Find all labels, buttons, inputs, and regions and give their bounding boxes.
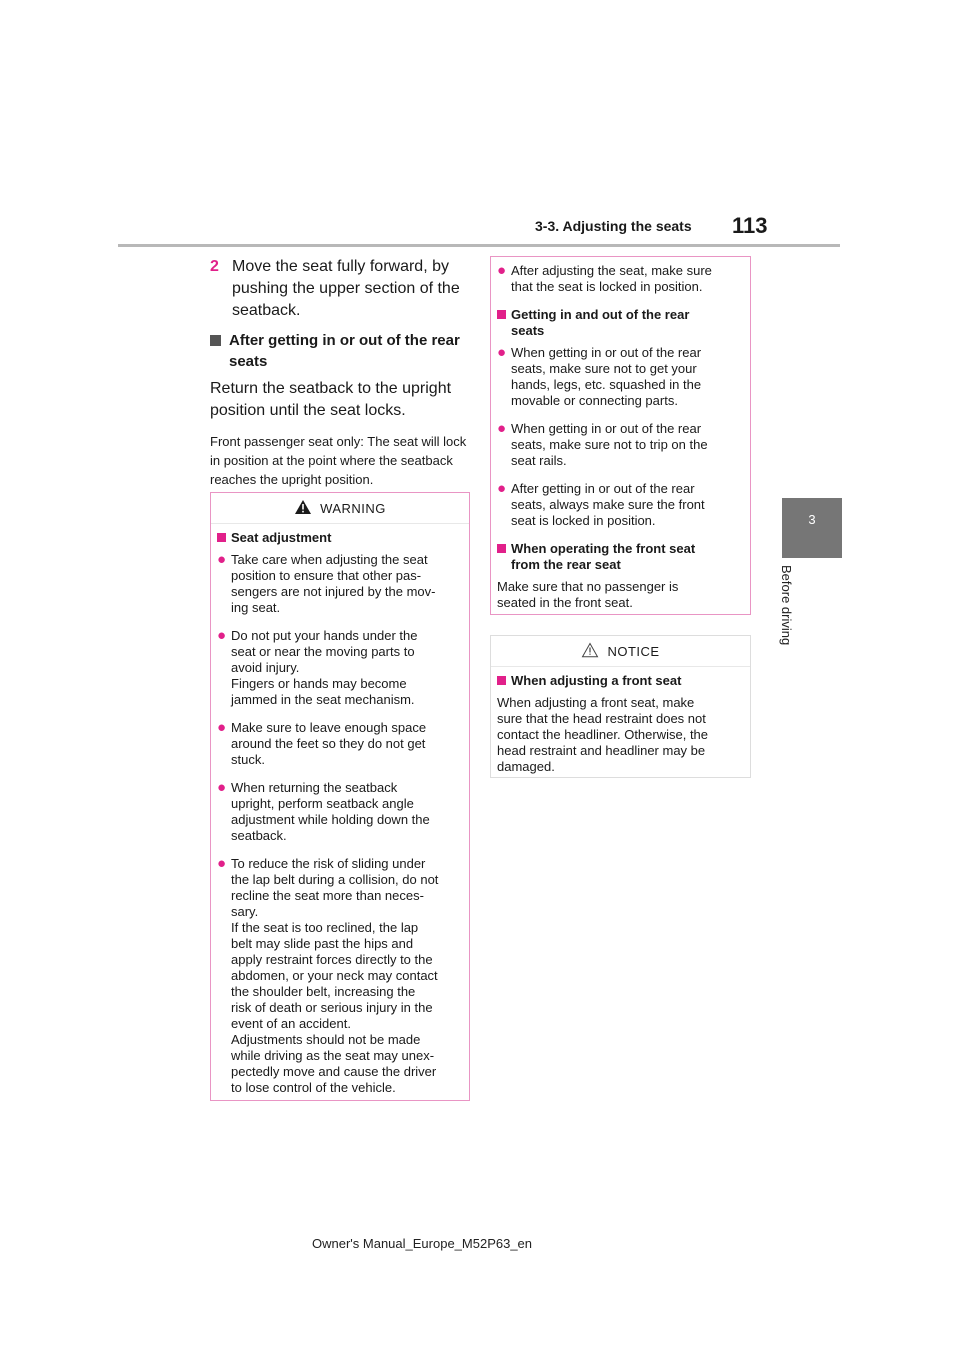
notice-subheading: When adjusting a front seat [497, 673, 745, 689]
circle-bullet-icon: ● [217, 551, 227, 568]
circle-bullet-icon: ● [497, 420, 507, 437]
chapter-tab: 3 [782, 498, 842, 558]
page-number: 113 [732, 213, 768, 238]
warning-item: ● After adjusting the seat, make sure that the seat is locked in position. [497, 262, 712, 294]
warning-title: WARNING [320, 500, 386, 516]
notice-header [491, 636, 750, 667]
square-bullet-icon [497, 544, 506, 553]
warning-paragraph: Make sure that no passenger is seated in the front seat. [497, 579, 679, 610]
warning-box [210, 492, 470, 1101]
notice-title: NOTICE [607, 643, 660, 659]
warning-subheading: When operating the front seat from the rear seat [497, 541, 745, 573]
body-paragraph: Return the seatback to the upright position until the seat locks. [210, 380, 452, 419]
caution-triangle-icon [581, 642, 599, 661]
circle-bullet-icon: ● [497, 262, 507, 279]
warning-item: ● Make sure to leave enough space around the feet so they do not get stuck. [217, 719, 427, 767]
note-paragraph: Front passenger seat only: The seat will lock in position at the point where the seatback reaches the upright position. [210, 434, 467, 487]
square-bullet-icon [217, 533, 226, 542]
warning-item: ● Take care when adjusting the seat position to ensure that other pas- sengers are not injured by the mov- ing seat. [217, 551, 436, 615]
circle-bullet-icon: ● [497, 344, 507, 361]
warning-item: ● When returning the seatback upright, perform seatback angle adjustment while holding down the seatback. [217, 779, 430, 843]
subheading [210, 330, 468, 372]
square-bullet-icon [210, 335, 221, 346]
warning-triangle-icon [294, 499, 312, 518]
warning-subheading: Getting in and out of the rear seats [497, 307, 745, 339]
step-number: 2 [210, 258, 219, 275]
step-text: Move the seat fully forward, by pushing the upper section of the seatback. [232, 258, 460, 319]
notice-paragraph: When adjusting a front seat, make sure that the head restraint does not contact the headliner. Otherwise, the head restraint and headliner may be damaged. [497, 695, 709, 774]
warning-header [211, 493, 469, 524]
warning-item: ● When getting in or out of the rear seats, make sure not to get your hands, legs, etc. squashed in the movable or connecting parts. [497, 344, 702, 408]
warning-item: ● When getting in or out of the rear seats, make sure not to trip on the seat rails. [497, 420, 708, 468]
circle-bullet-icon: ● [217, 779, 227, 796]
circle-bullet-icon: ● [217, 627, 227, 644]
chapter-label-text: Before driving [779, 565, 794, 646]
step-item [210, 256, 468, 322]
circle-bullet-icon: ● [217, 855, 227, 872]
circle-bullet-icon: ● [497, 480, 507, 497]
subheading-text: After getting in or out of the rear seats [229, 332, 460, 370]
square-bullet-icon [497, 676, 506, 685]
header-rule [118, 244, 840, 247]
notice-body [491, 667, 750, 779]
footer-text: Owner's Manual_Europe_M52P63_en [312, 1236, 533, 1251]
warning-subheading: Seat adjustment [217, 530, 464, 546]
warning-body [211, 524, 469, 1112]
notice-box [490, 635, 751, 778]
square-bullet-icon [497, 310, 506, 319]
warning-item: ● Do not put your hands under the seat or near the moving parts to avoid injury. Fingers or hands may become jammed in the seat mechanism. [217, 627, 418, 707]
warning-item: ● To reduce the risk of sliding under the lap belt during a collision, do not recline the seat more than neces- sary. If the seat is too reclined, the lap belt may slide past the hips and apply restraint forces directly to the abdomen, or your neck may contact the shoulder belt, increasing the risk of death or serious injury in the event of an accident. Adjustments should not be made while driving as the seat may unex- pectedly move and cause the driver to lose control of the vehicle. [217, 855, 439, 1095]
warning-continued-box [490, 256, 751, 615]
chapter-label [779, 565, 806, 685]
section-title: 3-3. Adjusting the seats [535, 218, 692, 234]
circle-bullet-icon: ● [217, 719, 227, 736]
warning-item: ● After getting in or out of the rear seats, always make sure the front seat is locked in position. [497, 480, 705, 528]
warning-continued-body [491, 257, 750, 615]
main-content [210, 256, 468, 489]
